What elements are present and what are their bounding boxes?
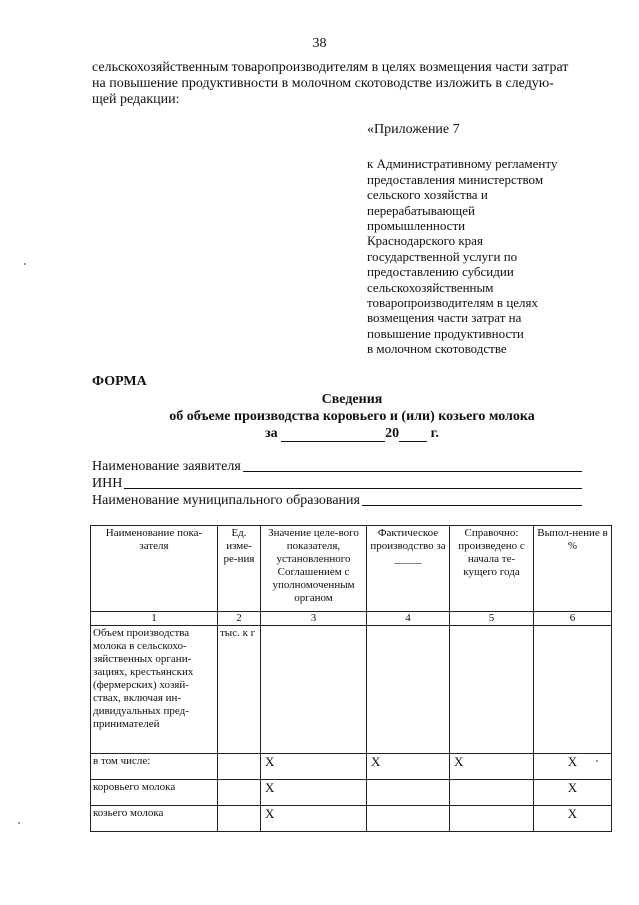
inn-input-line[interactable] bbox=[124, 488, 582, 489]
form-table bbox=[90, 525, 612, 832]
applicant-field bbox=[92, 458, 582, 475]
x-mark-cell: X bbox=[534, 806, 612, 832]
scan-speck bbox=[596, 760, 598, 762]
header-cell: Наименование пока-зателя bbox=[91, 526, 218, 612]
value-cell[interactable] bbox=[261, 626, 367, 754]
period-year: 20 bbox=[385, 426, 400, 441]
table-row bbox=[91, 626, 612, 754]
applicant-label: Наименование заявителя bbox=[92, 459, 241, 474]
header-cell: Справочно: произведено с начала те-кущего года bbox=[450, 526, 534, 612]
appendix-line: предоставления министерством bbox=[367, 171, 544, 187]
applicant-input-line[interactable] bbox=[243, 471, 582, 472]
unit-cell bbox=[218, 780, 261, 806]
column-number: 3 bbox=[261, 612, 367, 626]
column-number: 2 bbox=[218, 612, 261, 626]
appendix-line: Краснодарского края bbox=[367, 233, 483, 249]
form-label: ФОРМА bbox=[92, 374, 147, 389]
value-cell[interactable] bbox=[450, 626, 534, 754]
value-cell[interactable] bbox=[367, 806, 450, 832]
appendix-line: государственной услуги по bbox=[367, 248, 518, 264]
table-row bbox=[91, 754, 612, 780]
x-mark-cell: X bbox=[261, 806, 367, 832]
appendix-line: товаропроизводителям в целях bbox=[367, 295, 539, 311]
value-cell[interactable] bbox=[450, 780, 534, 806]
column-number: 4 bbox=[367, 612, 450, 626]
appendix-block bbox=[367, 122, 617, 357]
appendix-line: промышленности bbox=[367, 218, 466, 234]
unit-cell bbox=[218, 806, 261, 832]
municipality-field bbox=[92, 492, 582, 509]
appendix-line: в молочном скотоводстве bbox=[367, 341, 507, 357]
table-row bbox=[91, 806, 612, 832]
form-heading-subtitle: об объеме производства коровьего и (или) козьего молока bbox=[169, 409, 535, 424]
intro-line: на повышение продуктивности в молочном скотоводстве изложить в следую- bbox=[92, 76, 554, 91]
x-mark-cell: X bbox=[534, 780, 612, 806]
row-name-cell: козьего молока bbox=[91, 806, 218, 832]
x-mark-cell: X bbox=[261, 754, 367, 780]
header-cell: Значение целе-вого показателя, установленного Соглашением с уполномоченным органом bbox=[261, 526, 367, 612]
column-number-row bbox=[91, 612, 612, 626]
appendix-line: повышение продуктивности bbox=[367, 325, 524, 341]
x-mark-cell: X bbox=[450, 754, 534, 780]
period-suffix: г. bbox=[430, 426, 439, 441]
row-name-cell: Объем производства молока в сельскохо-зяйственных органи-зациях, крестьянских (фермерских) хозяй-ствах, включая ин-дивидуальных пред-принимателей bbox=[91, 626, 218, 754]
header-cell: Ед. изме-ре-ния bbox=[218, 526, 261, 612]
column-number: 6 bbox=[534, 612, 612, 626]
column-number: 1 bbox=[91, 612, 218, 626]
applicant-fields bbox=[92, 458, 582, 509]
header-cell: Фактическое производство за _____ bbox=[367, 526, 450, 612]
appendix-line: сельского хозяйства и bbox=[367, 187, 488, 203]
row-name-cell: коровьего молока bbox=[91, 780, 218, 806]
municipality-input-line[interactable] bbox=[362, 505, 582, 506]
year-blank[interactable] bbox=[399, 429, 427, 442]
appendix-line: возмещения части затрат на bbox=[367, 310, 522, 326]
intro-line: сельскохозяйственным товаропроизводителям в целях возмещения части затрат bbox=[92, 60, 569, 75]
appendix-line: предоставлению субсидии bbox=[367, 264, 514, 280]
inn-field bbox=[92, 475, 582, 492]
period-prefix: за bbox=[265, 426, 278, 441]
appendix-line: сельскохозяйственным bbox=[367, 279, 494, 295]
page-number: 38 bbox=[312, 36, 327, 51]
form-heading-period bbox=[92, 426, 612, 442]
row-name-cell: в том числе: bbox=[91, 754, 218, 780]
intro-line: щей редакции: bbox=[92, 92, 180, 107]
unit-cell: тыс. к г bbox=[218, 626, 261, 754]
value-cell[interactable] bbox=[534, 626, 612, 754]
scan-speck bbox=[18, 822, 20, 824]
x-mark-cell: X bbox=[367, 754, 450, 780]
appendix-line: к Административному регламенту bbox=[367, 156, 558, 172]
appendix-title: «Приложение 7 bbox=[367, 122, 460, 137]
table-row bbox=[91, 780, 612, 806]
scan-speck bbox=[24, 263, 26, 265]
column-number: 5 bbox=[450, 612, 534, 626]
x-mark-cell: X bbox=[261, 780, 367, 806]
x-mark-cell: X bbox=[534, 754, 612, 780]
unit-cell bbox=[218, 754, 261, 780]
inn-label: ИНН bbox=[92, 476, 123, 491]
intro-paragraph bbox=[92, 60, 612, 108]
table-header-row bbox=[91, 526, 612, 612]
form-table-wrap bbox=[90, 525, 611, 832]
appendix-line: перерабатывающей bbox=[367, 202, 475, 218]
value-cell[interactable] bbox=[450, 806, 534, 832]
header-cell: Выпол-нение в % bbox=[534, 526, 612, 612]
period-blank[interactable] bbox=[281, 429, 385, 442]
form-heading-title: Сведения bbox=[321, 392, 383, 407]
value-cell[interactable] bbox=[367, 626, 450, 754]
municipality-label: Наименование муниципального образования bbox=[92, 493, 360, 508]
value-cell[interactable] bbox=[367, 780, 450, 806]
